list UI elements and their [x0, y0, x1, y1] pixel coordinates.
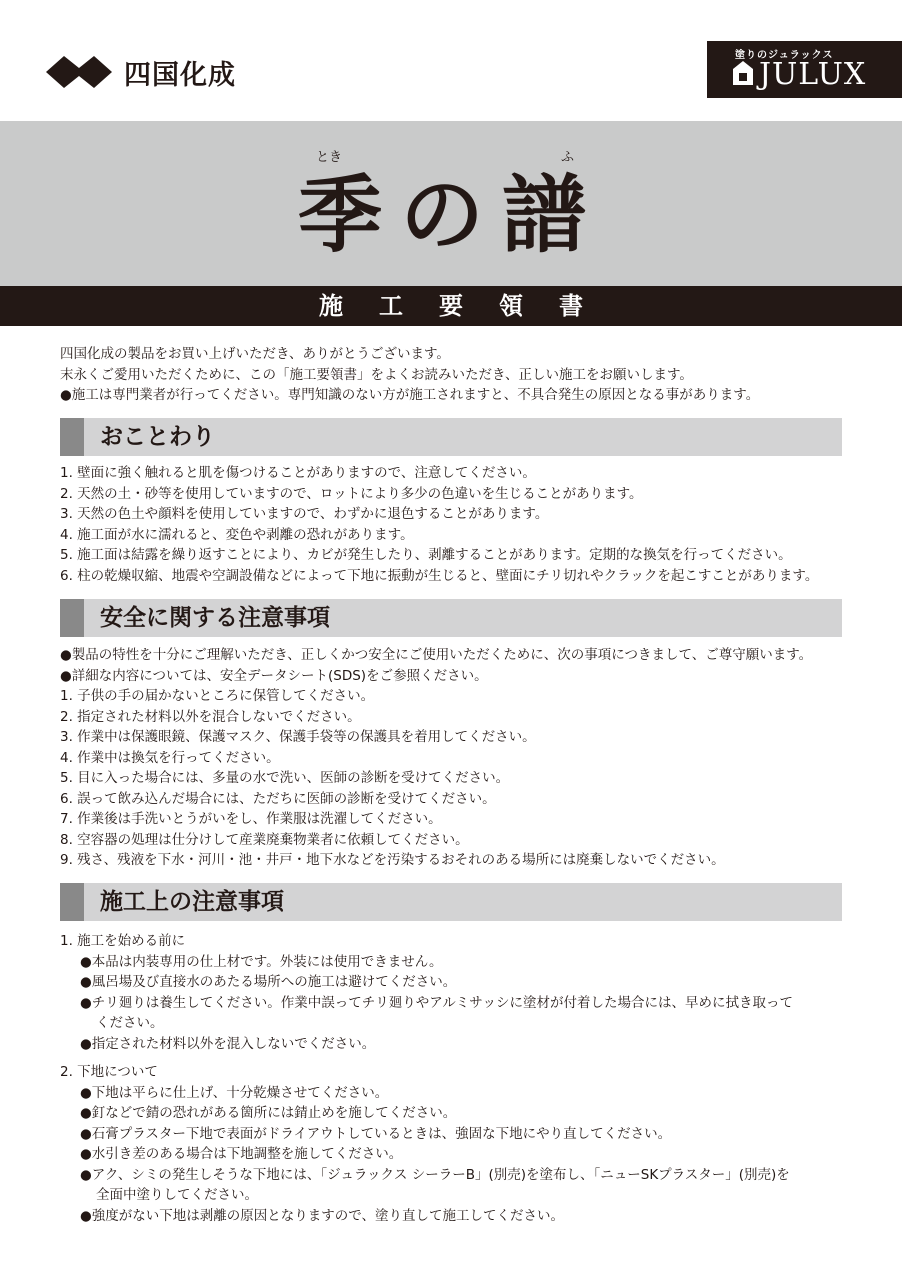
list-item: 7. 作業後は手洗いとうがいをし、作業服は洗濯してください。 — [60, 811, 442, 827]
list-item: 6. 柱の乾燥収縮、地震や空調設備などによって下地に振動が生じると、壁面にチリ切れやクラックを起こすことがあります。 — [60, 567, 819, 584]
ruby-fu: ふ — [561, 150, 575, 165]
diamond-logo-icon — [46, 52, 112, 92]
list-item: 3. 作業中は保護眼鏡、保護マスク、保護手袋等の保護具を着用してください。 — [60, 729, 536, 745]
product-title: 季の譜 — [297, 166, 604, 264]
section-title: 施工上の注意事項 — [100, 889, 284, 915]
bullet-item: ●水引き差のある場合は下地調整を施してください。 — [80, 1146, 403, 1162]
section-heading-construction — [60, 883, 842, 921]
bullet-item: ●指定された材料以外を混入しないでください。 — [80, 1035, 376, 1052]
construction-list — [60, 931, 793, 1226]
bullet-item-continued: ください。 — [96, 1015, 164, 1031]
intro-line: 末永くご愛用いただくために、この「施工要領書」をよくお読みいただき、正しい施工をお願いします。 — [60, 366, 693, 383]
bullet-item-continued: 全面中塗りしてください。 — [96, 1187, 258, 1203]
julux-logo — [707, 41, 902, 98]
list-item: 6. 誤って飲み込んだ場合には、ただちに医師の診断を受けてください。 — [60, 790, 496, 807]
list-item: 5. 施工面は結露を繰り返すことにより、カビが発生したり、剥離することがあります。定期的な換気を行ってください。 — [60, 547, 792, 563]
bullet-item: ●石膏プラスター下地で表面がドライアウトしているときは、強固な下地にやり直してください。 — [80, 1125, 672, 1142]
list-item: ●詳細な内容については、安全データシート(SDS)をご参照ください。 — [60, 667, 488, 684]
intro-text — [60, 344, 759, 406]
bullet-item: ●本品は内装専用の仕上材です。外装には使用できません。 — [80, 953, 443, 970]
list-item: 1. 子供の手の届かないところに保管してください。 — [60, 688, 375, 704]
heading-accent-bar — [60, 418, 84, 456]
product-tagline: 塗りのジュラックス — [735, 50, 834, 61]
list-item: 3. 天然の色土や顔料を使用していますので、わずかに退色することがあります。 — [60, 506, 549, 522]
list-item: 5. 目に入った場合には、多量の水で洗い、医師の診断を受けてください。 — [60, 770, 510, 786]
subsection-title: 2. 下地について — [60, 1064, 158, 1080]
section-heading-notice — [60, 418, 842, 456]
company-logo — [46, 52, 236, 92]
subsection-title: 1. 施工を始める前に — [60, 933, 186, 949]
list-item: 2. 指定された材料以外を混合しないでください。 — [60, 708, 361, 725]
bullet-item: ●風呂場及び直接水のあたる場所への施工は避けてください。 — [80, 974, 457, 990]
section-heading-safety — [60, 599, 842, 637]
house-icon — [733, 59, 753, 85]
document-type-banner: 施工要領書 — [0, 286, 902, 326]
notice-list — [60, 463, 818, 586]
list-item: 1. 壁面に強く触れると肌を傷つけることがありますので、注意してください。 — [60, 465, 536, 481]
product-brand: JULUX — [759, 57, 867, 92]
heading-accent-bar — [60, 883, 84, 921]
intro-line: 四国化成の製品をお買い上げいただき、ありがとうございます。 — [60, 346, 450, 362]
bullet-item: ●アク、シミの発生しそうな下地には、「ジュラックス シーラーB」(別売)を塗布し、「ニューSKプラスター」(別売)を — [80, 1166, 790, 1183]
ruby-toki: とき — [316, 150, 343, 165]
list-item: 8. 空容器の処理は仕分けして産業廃棄物業者に依頼してください。 — [60, 831, 469, 848]
section-title: 安全に関する注意事項 — [100, 605, 330, 631]
section-title: おことわり — [100, 424, 215, 450]
bullet-item: ●下地は平らに仕上げ、十分乾燥させてください。 — [80, 1084, 389, 1101]
bullet-item: ●釘などで錆の恐れがある箇所には錆止めを施してください。 — [80, 1105, 457, 1121]
bullet-item: ●強度がない下地は剥離の原因となりますので、塗り直して施工してください。 — [80, 1207, 565, 1224]
heading-accent-bar — [60, 599, 84, 637]
list-item: 9. 残さ、残液を下水・河川・池・井戸・地下水などを汚染するおそれのある場所には廃棄しないでください。 — [60, 852, 725, 868]
list-item: 2. 天然の土・砂等を使用していますので、ロットにより多少の色違いを生じることがあります。 — [60, 485, 643, 502]
list-item: ●製品の特性を十分にご理解いただき、正しくかつ安全にご使用いただくために、次の事項につきまして、ご尊守願います。 — [60, 647, 813, 663]
bullet-item: ●チリ廻りは養生してください。作業中誤ってチリ廻りやアルミサッシに塗材が付着した場合には、早めに拭き取って — [80, 994, 793, 1011]
safety-list — [60, 645, 812, 871]
list-item: 4. 作業中は換気を行ってください。 — [60, 749, 280, 766]
company-name: 四国化成 — [124, 59, 236, 91]
list-item: 4. 施工面が水に濡れると、変色や剥離の恐れがあります。 — [60, 526, 414, 543]
intro-line: ●施工は専門業者が行ってください。専門知識のない方が施工されますと、不具合発生の原因となる事があります。 — [60, 387, 760, 403]
